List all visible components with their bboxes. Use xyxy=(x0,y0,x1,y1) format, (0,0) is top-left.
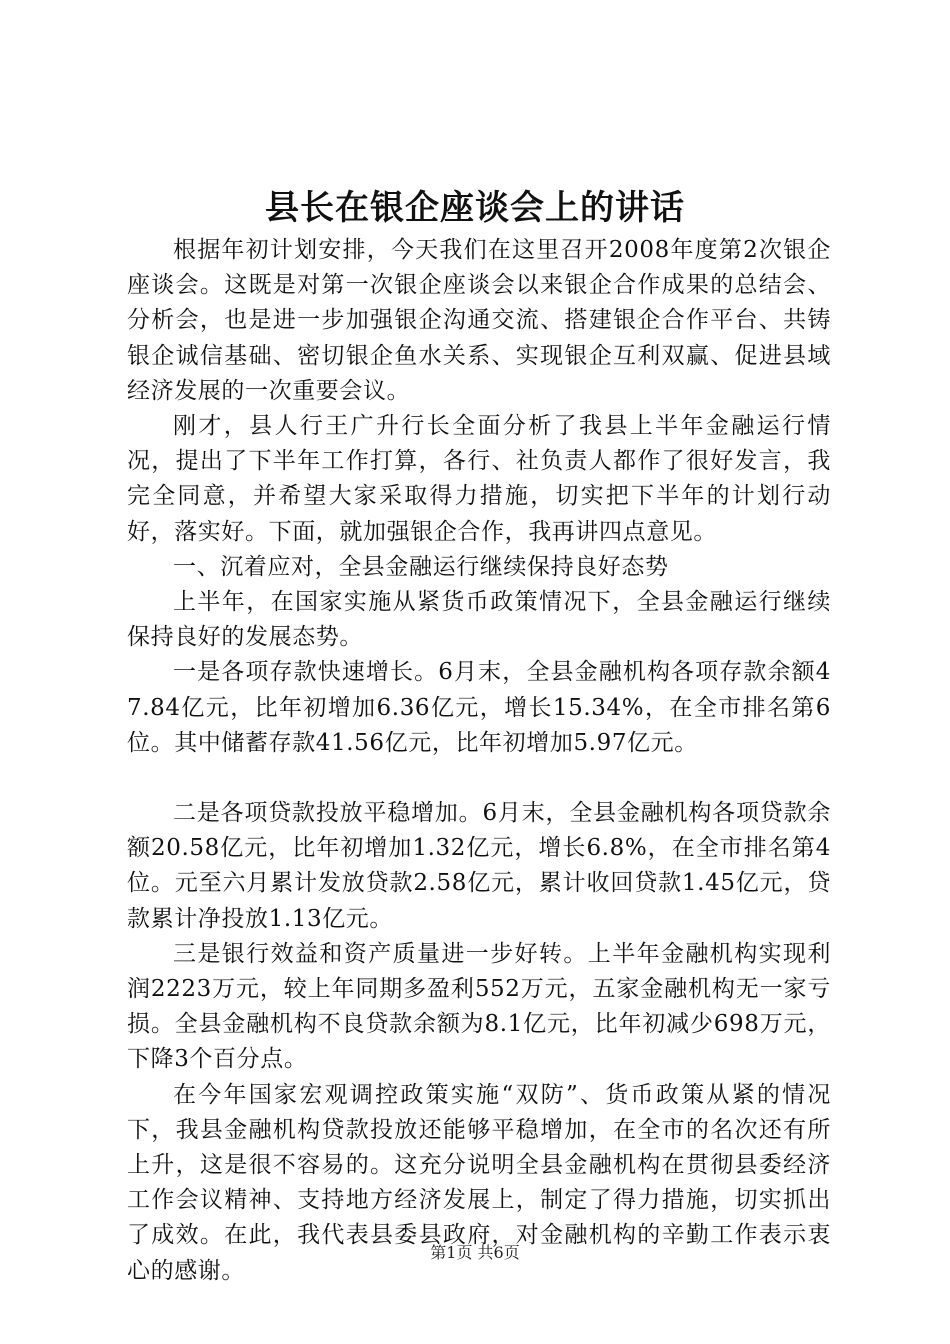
paragraph-summary: 刚才，县人行王广升行长全面分析了我县上半年金融运行情况，提出了下半年工作打算，各行、社负责人都作了很好发言，我完全同意，并希望大家采取得力措施，切实把下半年的计划行动好，落实好。下面，就加强银企合作，我再讲四点意见。 xyxy=(127,413,831,545)
document-body xyxy=(127,233,831,1289)
paragraph-overview: 上半年，在国家实施从紧货币政策情况下，全县金融运行继续保持良好的发展态势。 xyxy=(127,589,831,651)
paragraph-opening: 根据年初计划安排，今天我们在这里召开2008年度第2次银企座谈会。这既是对第一次银企座谈会以来银企合作成果的总结会、分析会，也是进一步加强银企沟通交流、搭建银企合作平台、共铸银企诚信基础、密切银企鱼水关系、实现银企互利双赢、促进县域经济发展的一次重要会议。 xyxy=(127,237,831,404)
paragraph-deposits: 一是各项存款快速增长。6月末，全县金融机构各项存款余额47.84亿元，比年初增加6.36亿元，增长15.34%，在全市排名第6位。其中储蓄存款41.56亿元，比年初增加5.97亿元。 xyxy=(127,659,831,756)
document-title: 县长在银企座谈会上的讲话 xyxy=(265,188,685,228)
paragraph-loans: 二是各项贷款投放平稳增加。6月末，全县金融机构各项贷款余额20.58亿元，比年初增加1.32亿元，增长6.8%，在全市排名第4位。元至六月累计发放贷款2.58亿元，累计收回贷款1.45亿元，贷款累计净投放1.13亿元。 xyxy=(127,800,831,932)
paragraph-conclusion: 在今年国家宏观调控政策实施“双防”、货币政策从紧的情况下，我县金融机构贷款投放还能够平稳增加，在全市的名次还有所上升，这是很不容易的。这充分说明全县金融机构在贯彻县委经济工作会议精神、支持地方经济发展上，制定了得力措施，切实抓出了成效。在此，我代表县委县政府，对金融机构的辛勤工作表示衷心的感谢。 xyxy=(127,1081,831,1284)
page-footer: 第1页 共6页 xyxy=(430,1243,520,1262)
section-heading: 一、沉着应对，全县金融运行继续保持良好态势 xyxy=(173,553,669,580)
paragraph-profits: 三是银行效益和资产质量进一步好转。上半年金融机构实现利润2223万元，较上年同期多盈利552万元，五家金融机构无一家亏损。全县金融机构不良贷款余额为8.1亿元，比年初减少698万元，下降3个百分点。 xyxy=(127,940,831,1073)
